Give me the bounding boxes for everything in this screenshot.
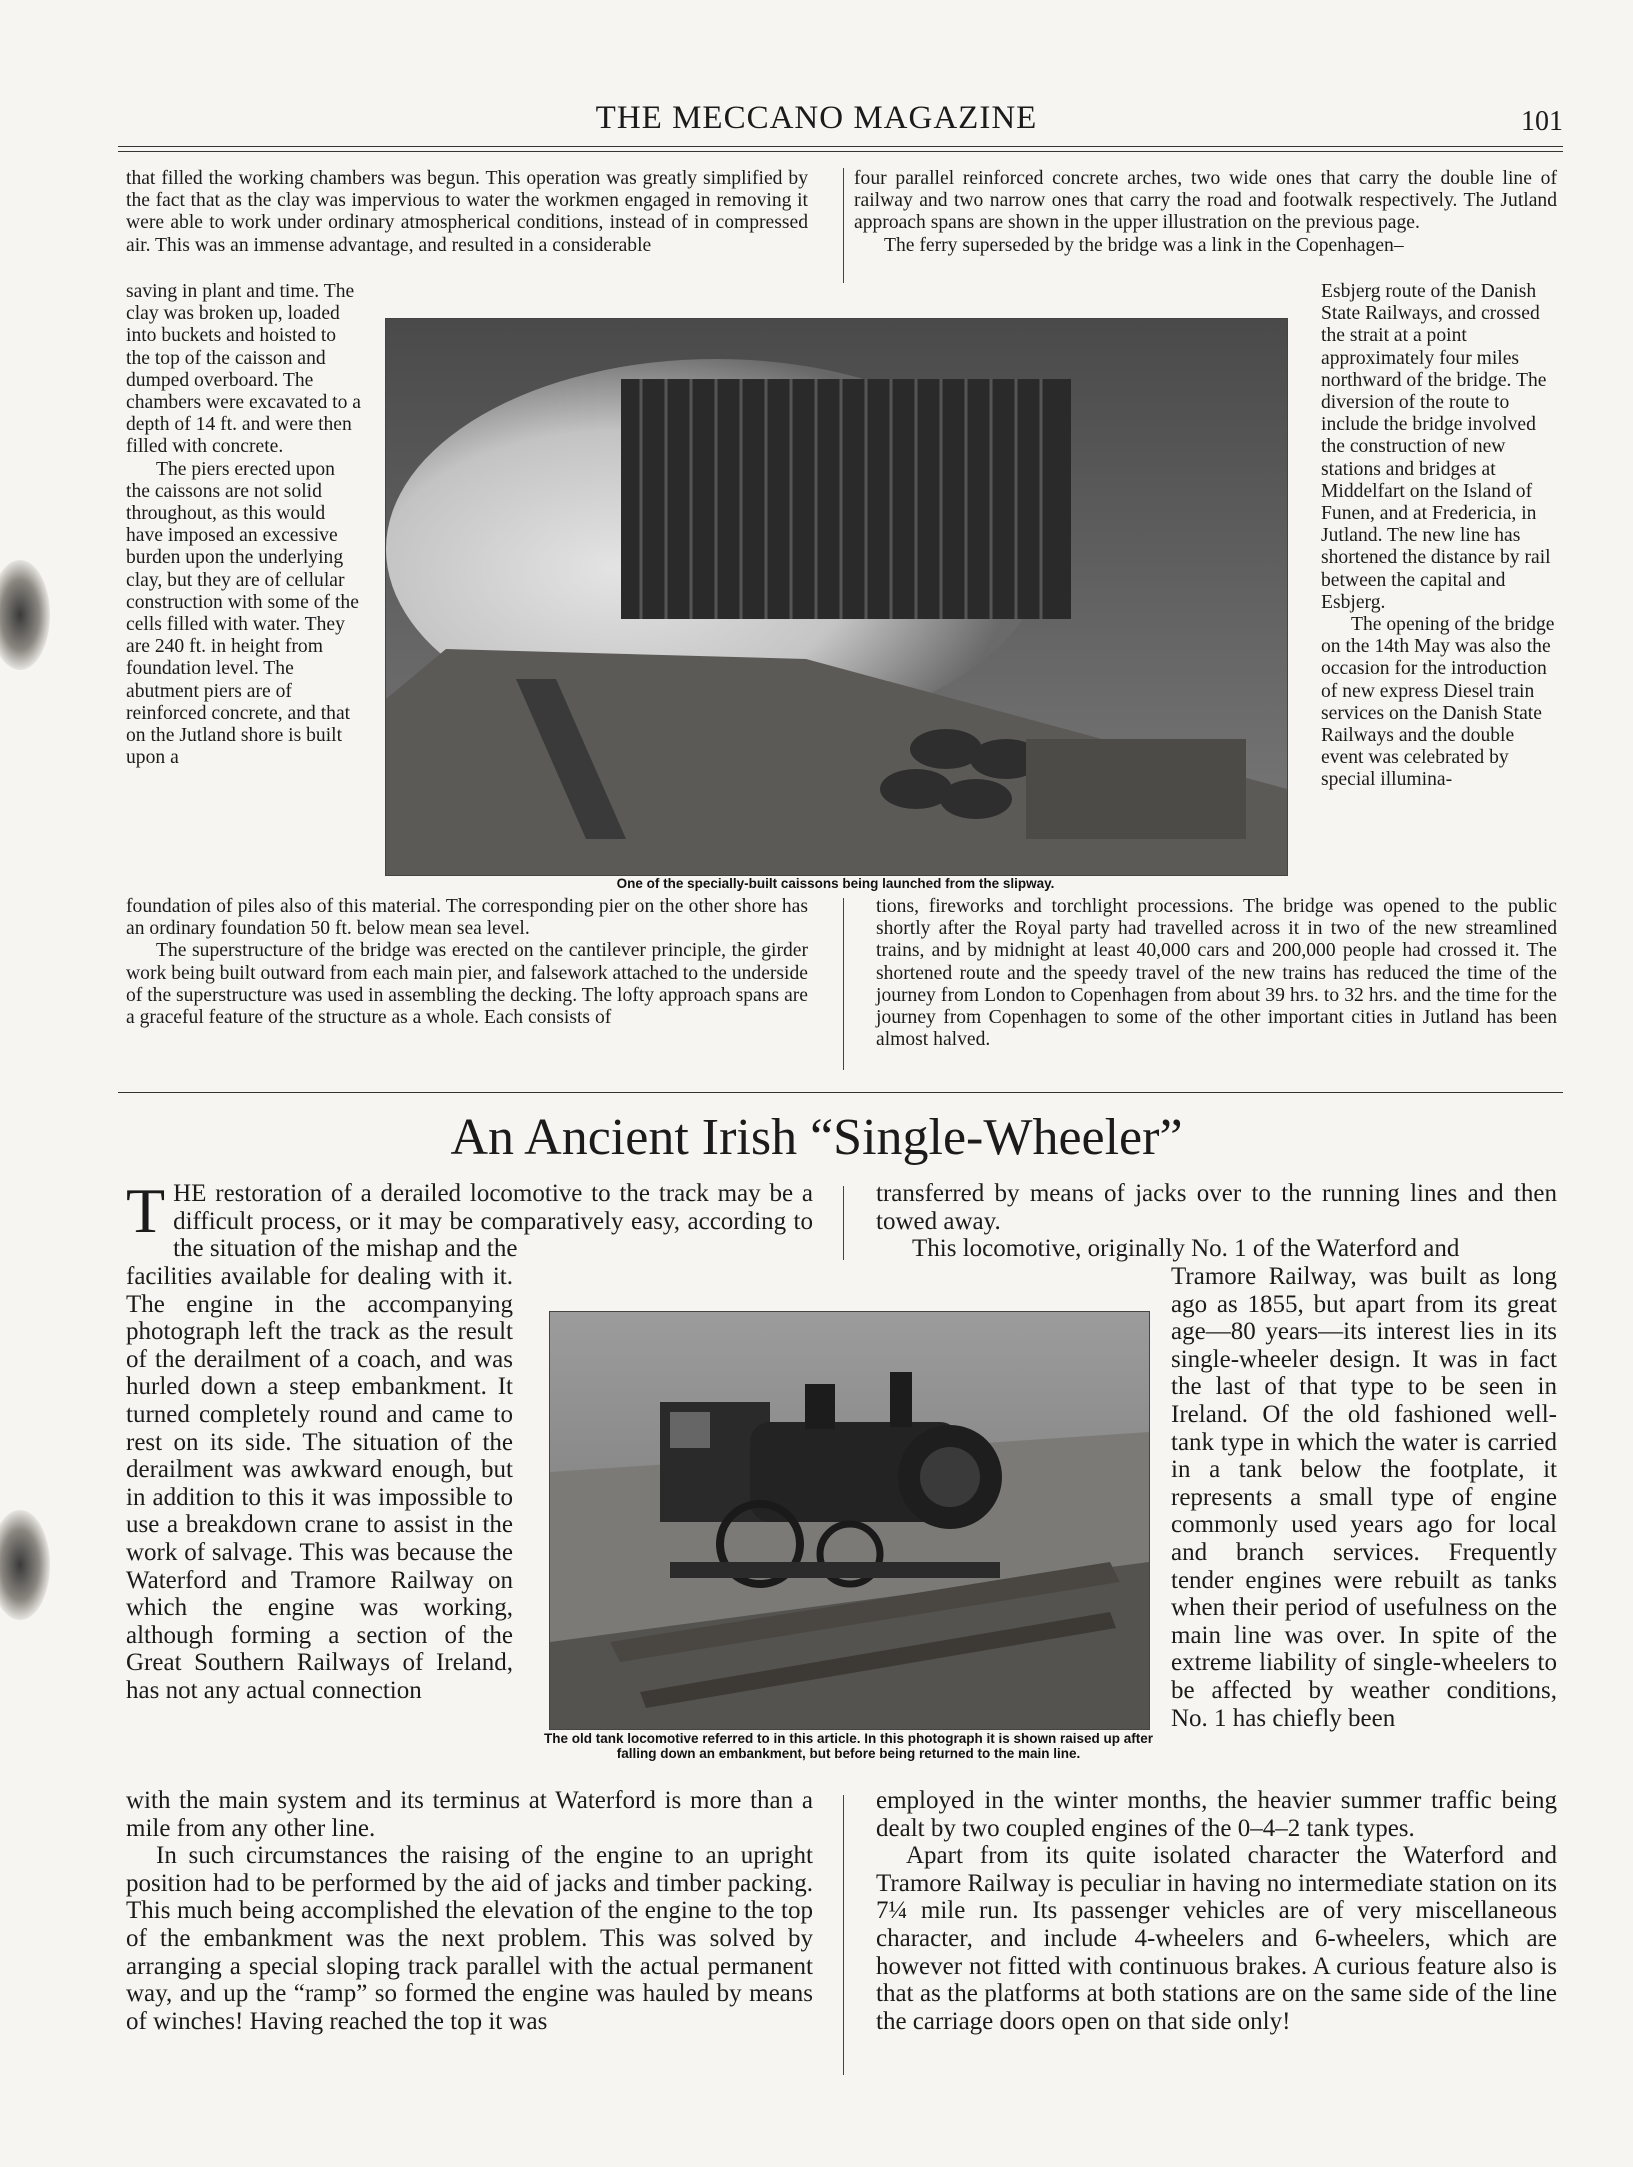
header-rule-2 bbox=[118, 151, 1563, 152]
article2-right-narrow: Tramore Railway, was built as long ago as 1855, but apart from its great age—80 years—its interest lies in its single-wheeler design. It was in fact the last of that type to be seen in Ireland. Of the old fashioned well-tank type in which the water is carried in a tank below the footplate, it represents a small type of engine commonly used years ago for local and branch services. Frequently tender engines were rebuilt as tanks when their period of usefulness on the main line was over. In spite of the extreme liability of single-wheelers to be affected by weather conditions, No. 1 has chiefly been bbox=[1171, 1263, 1557, 1732]
column-rule bbox=[843, 1186, 844, 1260]
magazine-title: THE MECCANO MAGAZINE bbox=[595, 100, 1038, 136]
article1-left-narrow: saving in plant and time. The clay was broken up, loaded into buckets and hoisted to the top of the caisson and dumped overboard. The chambers were excavated to a depth of 14 ft. and were then filled with concrete. The piers erected upon the caissons are not solid throughout, as this would have imposed an excessive burden upon the underlying clay, but they are of cellular construction with some of the cells filled with water. They are 240 ft. in height from foundation level. The abutment piers are of reinforced concrete, and that on the Jutland shore is built upon a bbox=[126, 281, 361, 769]
locomotive-photo bbox=[549, 1311, 1150, 1730]
article2-title: An Ancient Irish “Single-Wheeler” bbox=[450, 1109, 1183, 1166]
article2-right-top: transferred by means of jacks over to the running lines and then towed away. This locomotive, originally No. 1 of the Waterford and bbox=[876, 1180, 1557, 1263]
drop-cap: T bbox=[126, 1175, 166, 1246]
header-rule bbox=[118, 146, 1563, 147]
caisson-photo-caption: One of the specially-built caissons being launched from the slipway. bbox=[616, 876, 1055, 891]
binder-hole-stain-bottom bbox=[0, 1510, 50, 1620]
column-rule bbox=[843, 1795, 844, 2075]
article1-left-top: that filled the working chambers was begun. This operation was greatly simplified by the fact that as the clay was impervious to water the workmen engaged in removing it were able to work under ordinary atmospherical conditions, instead of in compressed air. This was an immense advantage, and resulted in a considerable bbox=[126, 168, 808, 256]
article1-left-bottom: foundation of piles also of this material. The corresponding pier on the other shore has an ordinary foundation 50 ft. below mean sea level. The superstructure of the bridge was erected on the cantilever principle, the girder work being built outward from each main pier, and falsework attached to the underside of the superstructure was used in assembling the decking. The lofty approach spans are a graceful feature of the structure as a whole. Each consists of bbox=[126, 896, 808, 1029]
page-number: 101 bbox=[1521, 106, 1563, 137]
locomotive-photo-caption: The old tank locomotive referred to in this article. In this photograph it is shown raised up after falling down an embankment, but before being returned to the main line. bbox=[543, 1731, 1154, 1761]
article1-right-narrow: Esbjerg route of the Danish State Railways, and crossed the strait at a point approximately four miles northward of the bridge. The diversion of the route to include the bridge involved the construction of new stations and bridges at Middelfart on the Island of Funen, and at Fredericia, in Jutland. The new line has shortened the distance by rail between the capital and Esbjerg. The opening of the bridge on the 14th May was also the occasion for the introduction of new express Diesel train services on the Danish State Railways and the double event was celebrated by special illumina- bbox=[1321, 281, 1555, 791]
locomotive-photo-image bbox=[550, 1312, 1149, 1729]
article1-right-bottom: tions, fireworks and torchlight processions. The bridge was opened to the public shortly after the Royal party had travelled across it in two of the new streamlined trains, and by midnight at least 40,000 cars and 200,000 people had crossed it. The shortened route and the speedy travel of the new trains has reduced the time of the journey from London to Copenhagen from about 39 hrs. to 32 hrs. and the time for the journey from Copenhagen to some of the other important cities in Jutland has been almost halved. bbox=[876, 896, 1557, 1051]
binder-hole-stain-top bbox=[0, 560, 50, 670]
article2-right-bottom: employed in the winter months, the heavier summer traffic being dealt by two coupled engines of the 0–4–2 tank types. Apart from its quite isolated character the Waterford and Tramore Railway is peculiar in having no intermediate station on its 7¼ mile run. Its passenger vehicles are of very miscellaneous character, and include 4-wheelers and 6-wheelers, which are however not fitted with continuous brakes. A curious feature also is that as the platforms at both stations are on the same side of the line the carriage doors open on that side only! bbox=[876, 1787, 1557, 2035]
article2-left-bottom: with the main system and its terminus at Waterford is more than a mile from any other line. In such circumstances the raising of the engine to an upright position had to be performed by the aid of jacks and timber packing. This much being accomplished the elevation of the engine to the top of the embankment was the next problem. This was solved by arranging a special sloping track parallel with the actual permanent way, and up the “ramp” so formed the engine was hauled by means of winches! Having reached the top it was bbox=[126, 1787, 813, 2035]
column-rule bbox=[843, 898, 844, 1070]
column-rule bbox=[843, 168, 844, 283]
article-divider bbox=[118, 1092, 1563, 1093]
article2-left-narrow: facilities available for dealing with it. The engine in the accompanying photograph left the track as the result of the derailment of a coach, and was hurled down a steep embankment. It turned completely round and came to rest on its side. The situation of the derailment was awkward enough, but in addition to this it was impossible to use a breakdown crane to assist in the work of salvage. This was because the Waterford and Tramore Railway on which the engine was working, although forming a section of the Great Southern Railways of Ireland, has not any actual connection bbox=[126, 1263, 513, 1704]
caisson-photo-image bbox=[386, 319, 1287, 875]
article2-intro: THE restoration of a derailed locomotive to the track may be a difficult process, or it may be comparatively easy, according to the situation of the mishap and the bbox=[126, 1175, 813, 1263]
article1-right-top: four parallel reinforced concrete arches, two wide ones that carry the double line of railway and two narrow ones that carry the road and footwalk respectively. The Jutland approach spans are shown in the upper illustration on the previous page. The ferry superseded by the bridge was a link in the Copenhagen– bbox=[854, 168, 1557, 256]
caisson-launch-photo bbox=[385, 318, 1288, 876]
